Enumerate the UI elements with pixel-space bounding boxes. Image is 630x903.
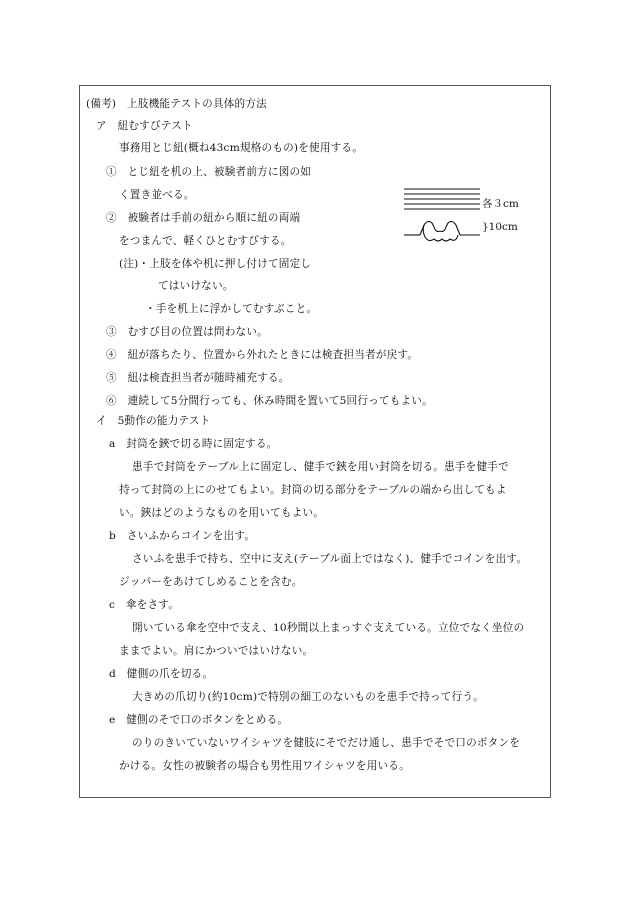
item-e-line-1: のりのきいていないワイシャツを健肢にそでだけ通し、患手でそで口のボタンを <box>132 737 521 749</box>
item-b-line-1: さいふを患手で持ち、空中に支え(テーブル面上ではなく)、健手でコインを出す。 <box>132 553 528 565</box>
item-1-line-1: ① とじ紐を机の上、被験者前方に図の如 <box>106 166 312 178</box>
item-2-line-1: ② 被験者は手前の紐から順に紐の両端 <box>106 212 301 224</box>
remarks-header: (備考) 上肢機能テストの具体的方法 <box>86 98 267 110</box>
note-1-line-1: (注)・上肢を体や机に押し付けて固定し <box>119 258 312 270</box>
note-1-line-2: てはいけない。 <box>158 280 234 292</box>
item-d-line-1: 大きめの爪切り(約10cm)で特別の細工のないものを患手で持って行う。 <box>132 691 484 703</box>
item-4: ④ 紐が落ちたり、位置から外れたときには検査担当者が戻す。 <box>106 349 419 361</box>
string-arrangement-figure <box>398 185 528 255</box>
item-d-heading: d 健側の爪を切る。 <box>109 668 214 680</box>
item-b-heading: b さいふからコインを出す。 <box>109 530 256 542</box>
height-label: }10cm <box>482 221 518 233</box>
item-e-heading: e 健側のそで口のボタンをとめる。 <box>109 714 289 726</box>
item-c-heading: c 傘をさす。 <box>109 599 180 611</box>
item-2-line-2: をつまんで、軽くひとむすびする。 <box>119 235 292 247</box>
strings-diagram <box>398 185 528 255</box>
item-1-line-2: く置き並べる。 <box>119 189 195 201</box>
item-c-line-1: 開いている傘を空中で支え、10秒間以上まっすぐ支えている。立位でなく坐位の <box>132 622 525 634</box>
item-a-line-1: 患手で封筒をテーブル上に固定し、健手で鋏を用い封筒を切る。患手を健手で <box>132 461 509 473</box>
note-2: ・手を机上に浮かしてむすぶこと。 <box>145 303 318 315</box>
item-a-line-3: い。鋏はどのようなものを用いてもよい。 <box>119 507 325 519</box>
item-e-line-2: かける。女性の被験者の場合も男性用ワイシャツを用いる。 <box>119 760 410 772</box>
section-a-heading: ア 紐むすびテスト <box>96 120 193 132</box>
item-b-line-2: ジッパーをあけてしめることを含む。 <box>119 576 303 588</box>
item-c-line-2: ままでよい。肩にかついではいけない。 <box>119 645 314 657</box>
section-b-heading: イ 5動作の能力テスト <box>96 415 211 427</box>
spacing-label: 各３cm <box>482 198 519 210</box>
item-a-line-2: 持って封筒の上にのせてもよい。封筒の切る部分をテーブルの端から出してもよ <box>119 484 507 496</box>
item-5: ⑤ 紐は検査担当者が随時補充する。 <box>106 372 290 384</box>
item-3: ③ むすび目の位置は問わない。 <box>106 326 268 338</box>
item-6: ⑥ 連続して5分間行っても、休み時間を置いて5回行ってもよい。 <box>106 395 433 407</box>
section-a-intro: 事務用とじ紐(概ね43cm規格のもの)を使用する。 <box>119 142 364 154</box>
item-a-heading: a 封筒を鋏で切る時に固定する。 <box>109 438 278 450</box>
